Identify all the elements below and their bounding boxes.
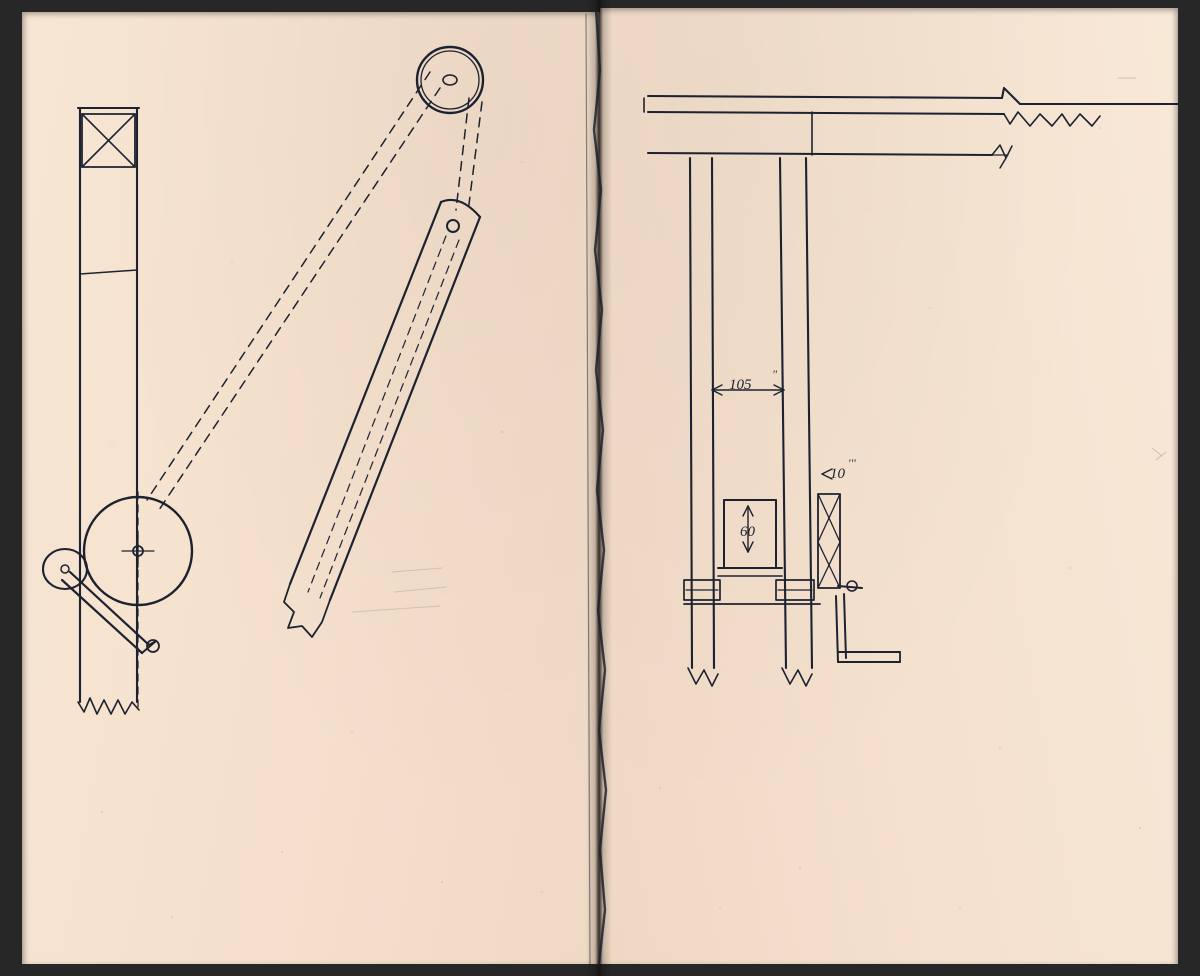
dimension-width-label: 105 [729,377,752,393]
dimension-depth-unit: ''' [848,456,856,470]
dimension-height-label: 60 [740,524,755,540]
dimension-width-unit: " [772,367,778,381]
dimension-depth-label: 10 [830,466,845,482]
